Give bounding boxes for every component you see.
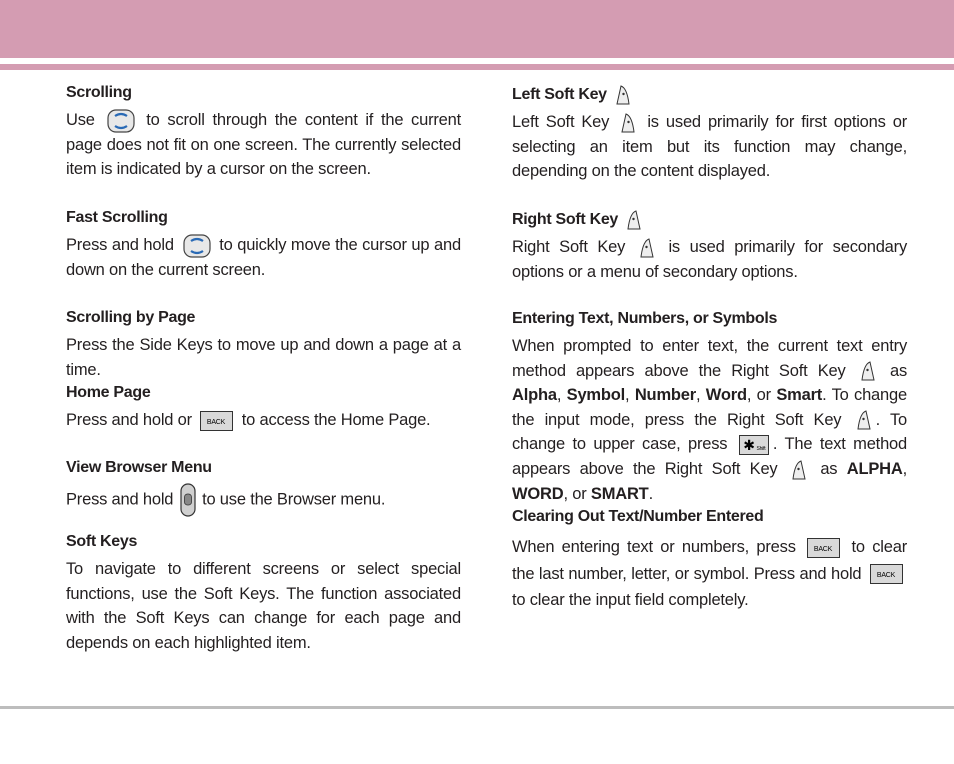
left-soft-key-icon bbox=[615, 84, 631, 106]
section-clearing bbox=[512, 506, 907, 614]
right-soft-key-icon bbox=[639, 237, 655, 259]
svg-text:BACK: BACK bbox=[207, 418, 226, 426]
star-key-icon bbox=[739, 435, 769, 455]
back-key-icon bbox=[200, 411, 233, 431]
right-soft-key-icon bbox=[626, 209, 642, 231]
header-band bbox=[0, 0, 954, 58]
navigation-key-icon bbox=[183, 234, 211, 258]
right-soft-key-icon bbox=[860, 360, 876, 382]
section-fast-scrolling bbox=[66, 207, 461, 307]
section-view-browser-menu bbox=[66, 457, 461, 531]
section-entering-text bbox=[512, 308, 907, 506]
section-right-soft-key bbox=[512, 209, 907, 308]
right-soft-key-icon bbox=[856, 409, 872, 431]
entering-text-heading: Entering Text, Numbers, or Symbols bbox=[512, 310, 778, 327]
fast-scrolling-heading: Fast Scrolling bbox=[66, 209, 168, 226]
left-column bbox=[66, 82, 461, 655]
right-soft-key-heading: Right Soft Key bbox=[512, 209, 907, 231]
scrolling-text: Use to scroll through the content if the current page does not fit on one screen. The currently selected item is indicated by a cursor on the screen. bbox=[66, 108, 461, 182]
scrolling-by-page-heading: Scrolling by Page bbox=[66, 309, 196, 326]
svg-text:BACK: BACK bbox=[876, 572, 896, 580]
section-scrolling bbox=[66, 82, 461, 207]
home-page-heading: Home Page bbox=[66, 384, 151, 401]
soft-keys-heading: Soft Keys bbox=[66, 533, 138, 550]
right-column bbox=[512, 84, 907, 614]
svg-text:BACK: BACK bbox=[813, 545, 833, 553]
back-key-icon bbox=[870, 564, 903, 584]
scrolling-heading: Scrolling bbox=[66, 84, 132, 101]
scrolling-by-page-text: Press the Side Keys to move up and down a page at a time. bbox=[66, 336, 461, 379]
section-scrolling-by-page bbox=[66, 307, 461, 382]
navigation-key-icon bbox=[107, 109, 135, 133]
view-browser-menu-text: Press and hold to use the Browser menu. bbox=[66, 483, 461, 517]
left-soft-key-icon bbox=[620, 112, 636, 134]
fast-scrolling-text: Press and hold to quickly move the cursor up and down on the current screen. bbox=[66, 233, 461, 282]
home-page-text: Press and hold or BACK to access the Home Page. bbox=[66, 411, 431, 429]
right-soft-key-icon bbox=[791, 459, 807, 481]
entering-text-text: When prompted to enter text, the current text entry method appears above the Right Soft Key as Alpha, Symbol, Number, Word, or Smart. To change the input mode, press the Right Soft Key . To change to upper case, press ✱ Shift . The text method appears above the Right Soft Key as ALPHA, WORD, or SMART. bbox=[512, 337, 908, 503]
view-browser-menu-heading: View Browser Menu bbox=[66, 459, 212, 476]
section-left-soft-key bbox=[512, 84, 907, 209]
clearing-heading: Clearing Out Text/Number Entered bbox=[512, 508, 764, 525]
svg-text:Shift: Shift bbox=[756, 446, 766, 453]
browser-key-icon bbox=[180, 483, 196, 517]
header-rule bbox=[0, 64, 954, 70]
svg-text:✱: ✱ bbox=[743, 438, 755, 455]
right-soft-key-text: Right Soft Key is used primarily for secondary options or a menu of secondary options. bbox=[512, 238, 907, 281]
left-soft-key-text: Left Soft Key is used primarily for first options or selecting an item but its function may change, depending on the content displayed. bbox=[512, 113, 908, 181]
soft-keys-text: To navigate to different screens or select special functions, use the Soft Keys. The function associated with the Soft Keys can change for each page and depends on each highlighted item. bbox=[66, 560, 461, 652]
section-home-page bbox=[66, 382, 461, 457]
footer-rule bbox=[0, 706, 954, 709]
clearing-text: When entering text or numbers, press BACK to clear the last number, letter, or symbol. Press and hold BACK to clear the input field completely. bbox=[512, 538, 907, 609]
back-key-icon bbox=[807, 538, 840, 558]
section-soft-keys bbox=[66, 531, 461, 655]
left-soft-key-heading: Left Soft Key bbox=[512, 84, 907, 106]
